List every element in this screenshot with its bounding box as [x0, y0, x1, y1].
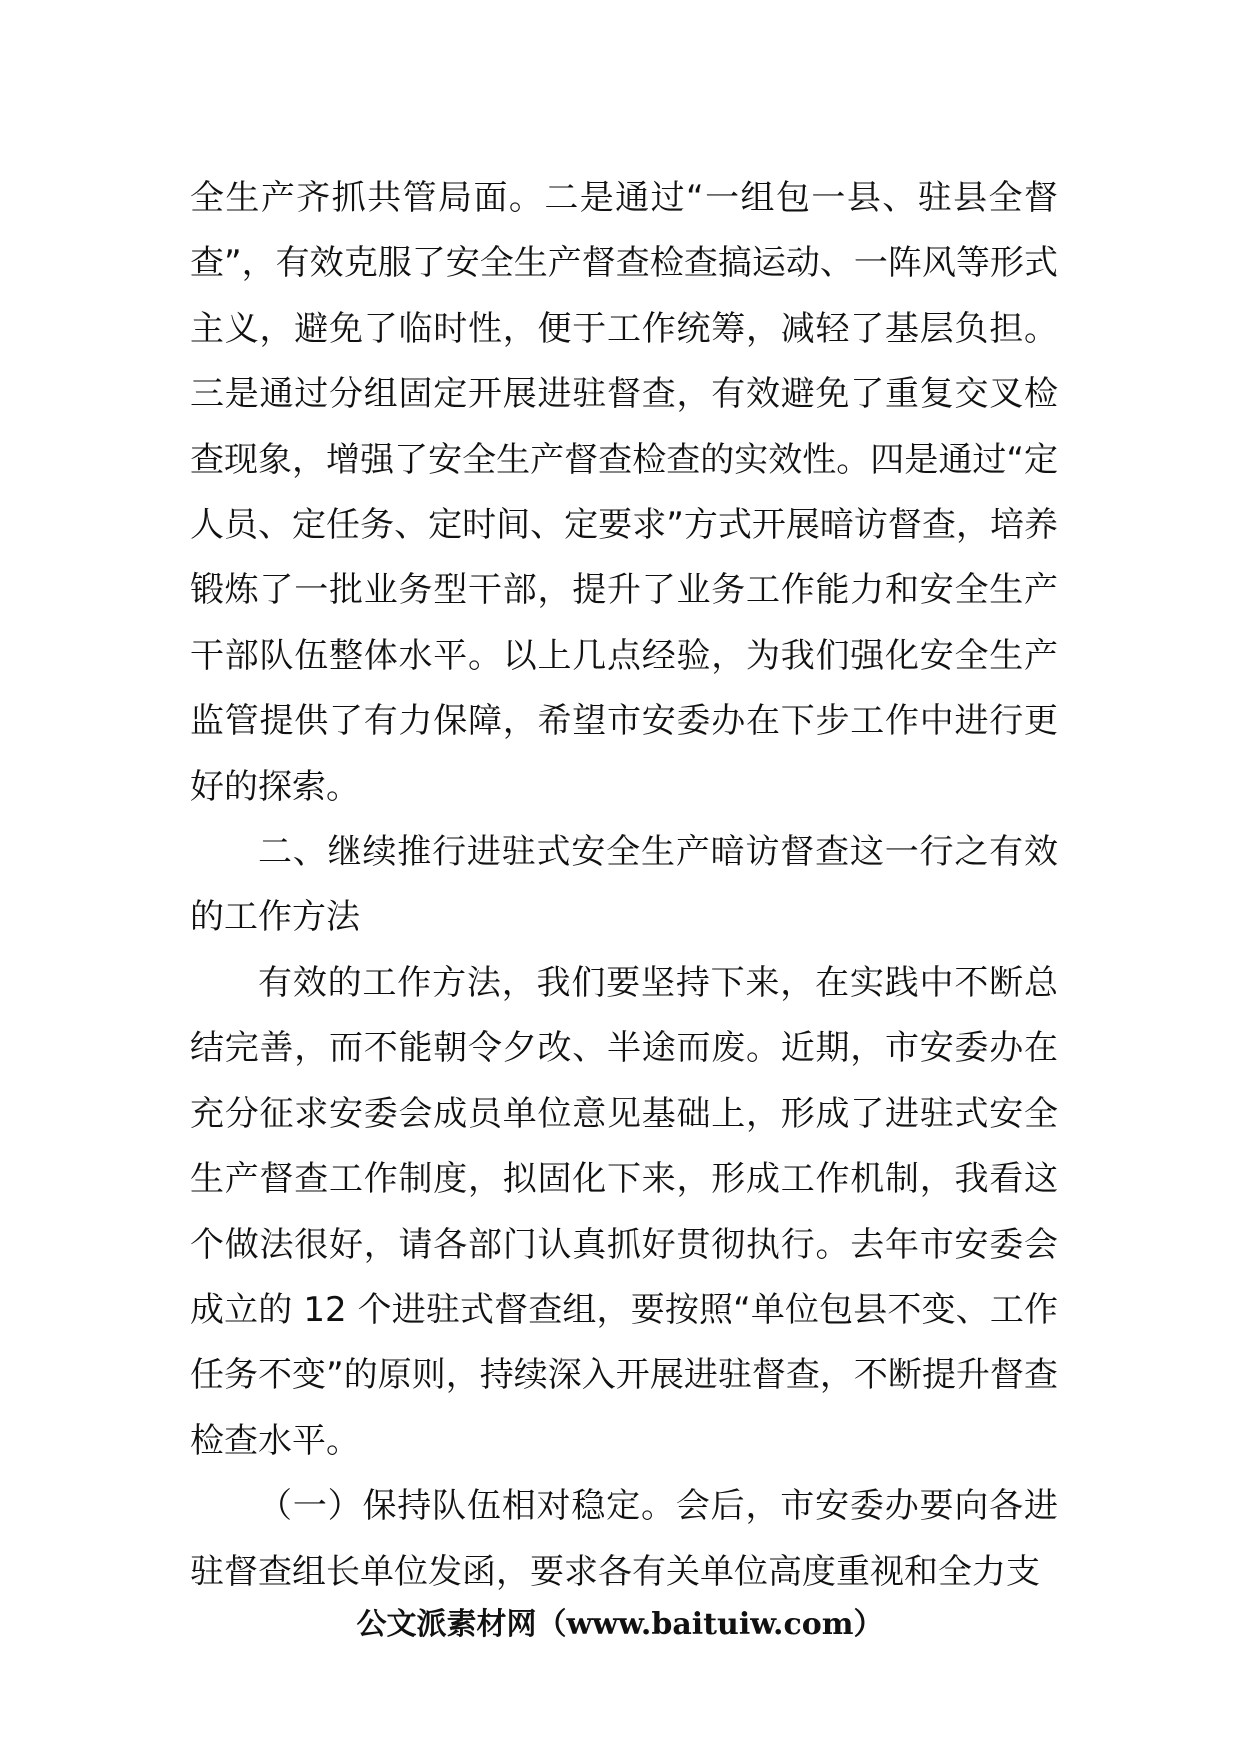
document-body — [190, 166, 1058, 1605]
subsection-heading-1: （一）保持队伍相对稳定。会后，市安委办要向各进驻督查组长单位发函，要求各有关单位高度重视和全力支 — [190, 1486, 1058, 1592]
paragraph-work-method: 有效的工作方法，我们要坚持下来，在实践中不断总结完善，而不能朝令夕改、半途而废。近期，市安委办在充分征求安委会成员单位意见基础上，形成了进驻式安全生产督查工作制度，拟固化下来，形成工作机制，我看这个做法很好，请各部门认真抓好贯彻执行。去年市安委会成立的 12 个进驻式督查组，要按照“单位包县不变、工作任务不变”的原则，持续深入开展进驻督查，不断提升督查检查水平。 — [190, 962, 1058, 1461]
section-heading-2: 二、继续推行进驻式安全生产暗访督查这一行之有效的工作方法 — [190, 832, 1058, 938]
paragraph-experience-summary: 全生产齐抓共管局面。二是通过“一组包一县、驻县全督查”，有效克服了安全生产督查检查搞运动、一阵风等形式主义，避免了临时性，便于工作统筹，减轻了基层负担。三是通过分组固定开展进驻督查，有效避免了重复交叉检查现象，增强了安全生产督查检查的实效性。四是通过“定人员、定任务、定时间、定要求”方式开展暗访督查，培养锻炼了一批业务型干部，提升了业务工作能力和安全生产干部队伍整体水平。以上几点经验，为我们强化安全生产监管提供了有力保障，希望市安委办在下步工作中进行更好的探索。 — [190, 178, 1058, 807]
footer-watermark: 公文派素材网（www.baituiw.com） — [356, 1607, 884, 1642]
